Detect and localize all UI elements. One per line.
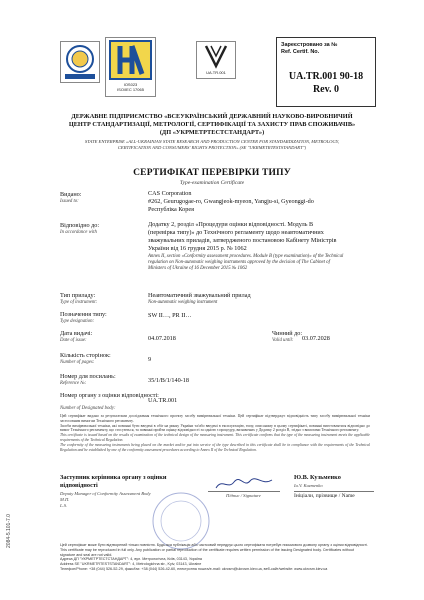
signatory-name-en: Iu.V. Kuzmenko (294, 483, 323, 488)
body-number-label-en: Number of Designated body: (60, 406, 116, 411)
side-code-text: 2084-5.101-7.0 (6, 514, 12, 548)
notice-paragraph-en: The conformity of the measuring instruments being placed on the market and/or put into service of the type described in this certificate shall be in compliance with the requirements of the Technical Regulation and be established by one of the conformity assessment procedures according to Annex II of the Technical Regulation. (60, 442, 370, 452)
enterprise-name-en (30, 139, 394, 151)
accreditation-caption: IOS023 ISO/IEC 17065 (117, 82, 144, 92)
body-number-value: UA.TR.001 (148, 397, 178, 404)
instrument-type-value: Неавтоматичний зважувальний прилад (148, 292, 251, 299)
signature-caption (226, 493, 261, 499)
reference-value: 35/1/В/1/140-18 (148, 377, 189, 384)
deputy-title-line: відповідності (60, 482, 98, 489)
designation-label: Позначення типу: (60, 311, 107, 318)
enterprise-ua-line: ДЕРЖАВНЕ ПІДПРИЄМСТВО «ВСЕУКРАЇНСЬКИЙ ДЕРЖАВНИЙ НАУКОВО-ВИРОБНИЧИЙ (71, 113, 353, 120)
name-caption-ua: Ініціали, прізвище (294, 493, 338, 499)
accordance-line: Додатку 2, розділ «Процедури оцінки відповідності. Модуль В (148, 221, 314, 228)
notice-paragraph-en: This certificate is issued based on the results of examination of the technical design of the measuring instrument. This certificate confirms that the type of the measuring instrument meets the applicable requirements of the Technical Regulation. (60, 433, 370, 442)
footer-line: Адреса ДП "УКРМЕТРТЕСТСТАНДАРТ": 4, вул. Метрологічна, Київ, 03143, Україна (60, 557, 202, 562)
reference-label-en: Reference №: (60, 381, 87, 386)
accordance-en-line: Annex II, section «Conformity assessment procedures. Module B (type examination)» of the Technical (148, 254, 344, 259)
registration-box (276, 37, 376, 107)
footer-line: Address SE "UKRMETRTESTSTANDART": 4, Metrologichna str., Kyiv, 03143, Ukraine (60, 562, 202, 567)
accordance-en-line: Ministers of Ukraine of 16 December 2015 № 1062 (148, 266, 248, 271)
accordance-line: зважувальних приладів, затвердженого постановою Кабінету Міністрів (148, 237, 337, 244)
ukrmetrteststandart-logo (105, 37, 156, 97)
side-document-code (4, 476, 14, 596)
valid-until-label-en: Valid until: (272, 338, 294, 343)
name-caption-en: / Name (338, 493, 355, 499)
trident-mark-icon (197, 42, 235, 70)
name-caption (294, 493, 355, 499)
pages-label-en: Number of pages: (60, 360, 95, 365)
registration-label-ua: Зареєстровано за № (281, 42, 338, 48)
body-number-label: Номер органу з оцінки відповідності: (60, 392, 159, 399)
seal-label-en: L.S. (60, 503, 68, 508)
deputy-title-en-line: Deputy Manager of Conformity Assessment Body (60, 491, 151, 496)
seal-label: М.П. (60, 497, 70, 502)
ua-logo-icon (106, 38, 155, 82)
certificate-title: СЕРТИФІКАТ ПЕРЕВІРКИ ТИПУ (133, 168, 291, 178)
certification-mark-logo (60, 41, 100, 83)
certification-emblem-icon (61, 42, 99, 82)
certificate-subtitle: Type-examination Certificate (179, 180, 245, 186)
accordance-value-en (148, 254, 343, 272)
notice-paragraph: Засоби вимірювальної техніки, які повинні бути введені в обіг на ринку України та/або введені в експлуатацію, типу, описаному в цьому сертифікаті, повинні виготовлятися відповідно до вимог Технічного регламенту, що стосуються, та повинні пройти оцінку відповідності за однією з процедур, визначених у Додатку 2 розділ B, згідно з вимогами Технічного регламенту. (60, 423, 370, 433)
conformity-mark-caption: UA.TR.001 (206, 70, 226, 75)
registration-label-en: Ref. Certif. No. (281, 49, 320, 55)
accordance-label-en: In accordance with (60, 230, 97, 235)
issued-to-value (148, 190, 314, 214)
enterprise-en-line: CERTIFICATION AND CONSUMERS' RIGHTS PROTECTION» (SE "UKRMETRTESTSTANDART") (117, 145, 307, 150)
revision-number: Rev. 0 (312, 84, 340, 95)
name-line (294, 491, 374, 492)
conformity-mark-logo (196, 41, 236, 79)
notice-paragraph: Цей сертифікат видано за результатами дослідження технічного проекту засобу вимірювальної техніки. Цей сертифікат підтверджує відповідність типу засобу вимірювальної техніки застосовним вимогам Технічного регламенту. (60, 414, 370, 423)
deputy-title-ua (60, 474, 200, 490)
issued-to-label-en: Issued to: (60, 199, 79, 204)
accordance-line: (перевірка типу)» до Технічного регламенту щодо неавтоматичних (148, 229, 324, 236)
issued-to-country: Республіка Корея (148, 206, 194, 213)
accordance-en-line: regulation on Non-automatic weighing instruments approved by the decision of The Cabinet of (148, 260, 330, 265)
issued-to-label: Видано: (60, 191, 82, 198)
issue-date-label-en: Date of issue: (60, 338, 87, 343)
issue-date-label: Дата видачі: (60, 330, 93, 337)
issue-date-value: 04.07.2018 (148, 335, 176, 342)
accordance-line: України від 16 грудня 2015 р. № 1062 (148, 245, 247, 252)
signature-caption-en: / Signature (240, 493, 261, 498)
instrument-type-label-en: Type of instrument: (60, 300, 98, 305)
enterprise-name-ua (30, 113, 394, 137)
instrument-type-value-en: Non-automatic weighing instrument (148, 300, 218, 305)
designation-value: SW II…, PR II… (148, 312, 192, 319)
pages-label: Кількість сторінок: (60, 352, 111, 359)
instrument-type-label: Тип приладу: (60, 292, 96, 299)
accordance-value (148, 221, 336, 253)
handwritten-signature-icon (214, 476, 274, 492)
notice-block (60, 414, 370, 452)
registration-label (281, 42, 337, 56)
footer-line: Телефон/Phone: +38 (044) 526-52-29, факс/fax: +38 (044) 526-42-60, електронна пошта/e-mail: ukrcsm@ukrcsm.kiev.ua, веб-сайт/website: www.ukrcsm.kiev.ua (60, 566, 328, 571)
issued-to-company: CAS Corporation (148, 190, 192, 197)
issued-to-address: #262, Geurugogae-ro, Gwangjeok-myeon, Yangju-si, Gyeonggi-do (148, 198, 314, 205)
valid-until-label: Чинний до: (272, 330, 303, 337)
signatory-name: Ю.В. Кузьменко (294, 474, 341, 481)
enterprise-ua-line: (ДП «УКРМЕТРТЕСТСТАНДАРТ») (159, 129, 265, 136)
designation-label-en: Type designation: (60, 319, 95, 324)
footer-block (60, 543, 370, 572)
deputy-title-line: Заступник керівника органу з оцінки (60, 474, 167, 481)
enterprise-ua-line: ЦЕНТР СТАНДАРТИЗАЦІЇ, МЕТРОЛОГІЇ, СЕРТИФІКАЦІЇ ТА ЗАХИСТУ ПРАВ СПОЖИВАЧІВ» (68, 121, 356, 128)
footer-line: Цей сертифікат може бути відтворений тільки повністю. Будь-яка публікація або частковий передрук цього сертифіката потребує письмового дозволу органу з оцінки відповідності. (60, 543, 369, 547)
footer-line: This certificate may be reproduced in full only. Any publication or partial reproduction of the certificate requires written permission of the issuing Designated body. Certificates without signature and seal are not valid. (60, 547, 354, 557)
valid-until-value: 03.07.2028 (302, 335, 330, 342)
reference-label: Номер для посилань: (60, 373, 116, 380)
registration-number: UA.TR.001 90-18 (288, 71, 364, 82)
accordance-label: Відповідно до: (60, 222, 100, 229)
enterprise-en-line: STATE ENTERPRISE «ALL-UKRAINIAN STATE RESEARCH AND PRODUCTION CENTER FOR STANDARDIZATION, METROLOGY, (84, 139, 340, 144)
pages-value: 9 (148, 356, 152, 363)
signature-caption-ua: Підпис (226, 493, 240, 498)
